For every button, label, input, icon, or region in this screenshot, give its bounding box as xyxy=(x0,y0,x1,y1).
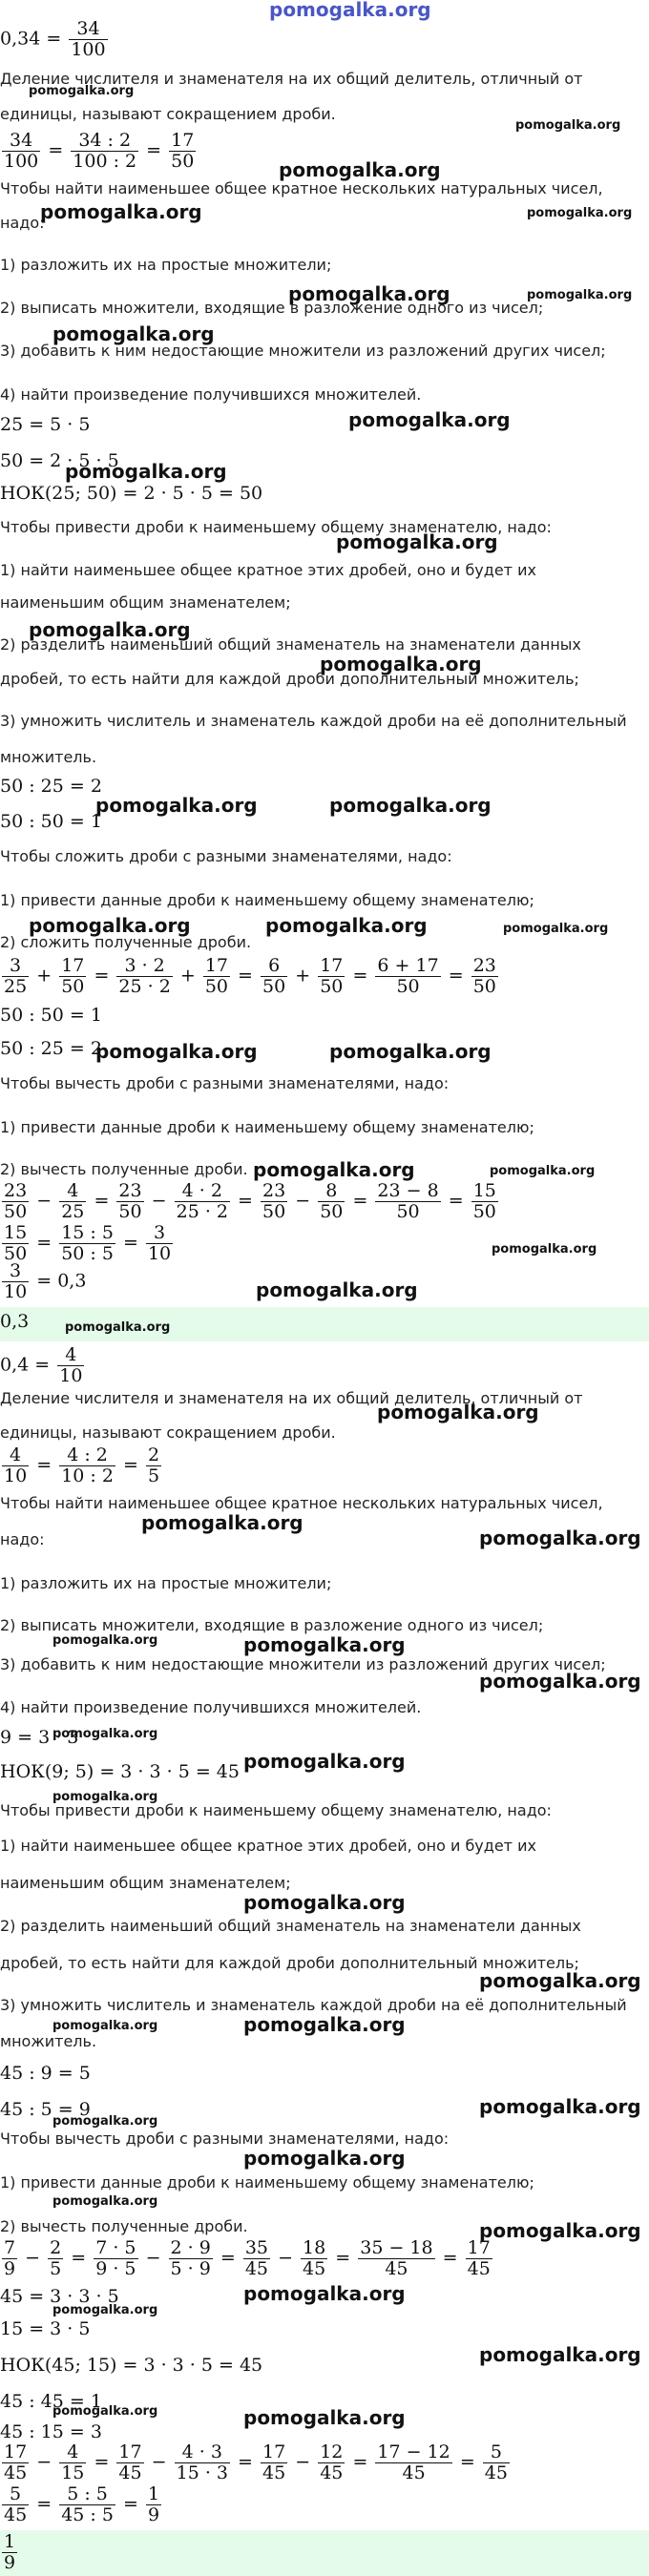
math-line: $\frac{15}{50}$ = $\frac{15 : 5}{50 : 5}$ = $\frac{3}{10}$ xyxy=(4,1222,172,1264)
list-item: 2) выписать множители, входящие в разложение одного из чисел; xyxy=(0,299,544,317)
watermark: pomogalka.org xyxy=(243,2013,406,2036)
list-item: 3) добавить к ним недостающие множители из разложений других чисел; xyxy=(0,342,606,360)
math-line: 50 : 50 = 1 xyxy=(0,811,102,832)
watermark: pomogalka.org xyxy=(95,1040,258,1063)
watermark: pomogalka.org xyxy=(52,2019,158,2033)
watermark: pomogalka.org xyxy=(479,1527,641,1549)
math-line: НОК(25; 50) = 2 · 5 · 5 = 50 xyxy=(0,483,263,504)
watermark: pomogalka.org xyxy=(348,408,511,431)
watermark: pomogalka.org xyxy=(256,1278,418,1301)
paragraph: Чтобы вычесть дроби с разными знаменателями, надо: xyxy=(0,1074,450,1092)
math-line: $\frac{34}{100}$ = $\frac{34 : 2}{100 : 2}$ = $\frac{17}{50}$ xyxy=(4,130,195,172)
paragraph: Деление числителя и знаменателя на их общий делитель, отличный от xyxy=(0,70,583,88)
list-item: 3) умножить числитель и знаменатель каждой дроби на её дополнительный xyxy=(0,1996,627,2014)
watermark: pomogalka.org xyxy=(336,530,498,553)
list-item: 1) привести данные дроби к наименьшему общему знаменателю; xyxy=(0,891,534,909)
math-line: 50 : 25 = 2 xyxy=(0,776,102,797)
math-line: $\frac{3}{25}$ + $\frac{17}{50}$ = $\frac{3 \cdot 2}{25 \cdot 2}$ + $\frac{17}{50}$ = $\frac{6}{50}$ + $\frac{17}{50}$ = $\frac{6 + 17}{50}$ = $\frac{23}{50}$ xyxy=(4,955,496,997)
watermark: pomogalka.org xyxy=(243,2406,406,2429)
watermark: pomogalka.org xyxy=(95,794,258,817)
paragraph: Деление числителя и знаменателя на их общий делитель, отличный от xyxy=(0,1389,583,1407)
math-line: 50 = 2 · 5 · 5 xyxy=(0,450,119,471)
math-line: $\frac{23}{50}$ − $\frac{4}{25}$ = $\frac{23}{50}$ − $\frac{4 \cdot 2}{25 \cdot 2}$ = $\frac{23}{50}$ − $\frac{8}{50}$ = $\frac{23 - 8}{50}$ = $\frac{15}{50}$ xyxy=(4,1180,496,1222)
watermark: pomogalka.org xyxy=(269,0,431,21)
watermark: pomogalka.org xyxy=(52,2114,158,2129)
math-line: $\frac{4}{10}$ = $\frac{4 : 2}{10 : 2}$ = $\frac{2}{5}$ xyxy=(4,1444,160,1486)
math-line: $\frac{17}{45}$ − $\frac{4}{15}$ = $\frac{17}{45}$ − $\frac{4 \cdot 3}{15 \cdot 3}$ = $\frac{17}{45}$ − $\frac{12}{45}$ = $\frac{17 - 12}{45}$ = $\frac{5}{45}$ xyxy=(4,2441,508,2483)
watermark: pomogalka.org xyxy=(243,2282,406,2305)
list-item: 1) найти наименьшее общее кратное этих дробей, оно и будет их xyxy=(0,561,536,579)
answer-value: $\frac{1}{9}$ xyxy=(4,2531,16,2573)
watermark: pomogalka.org xyxy=(527,288,633,302)
watermark: pomogalka.org xyxy=(65,460,227,483)
math-line: 45 : 45 = 1 xyxy=(0,2391,102,2412)
list-item: 2) разделить наименьший общий знаменатель на знаменатели данных xyxy=(0,635,581,654)
paragraph: Чтобы вычесть дроби с разными знаменателями, надо: xyxy=(0,2129,450,2148)
math-line: 25 = 5 · 5 xyxy=(0,414,91,435)
math-line: 45 = 3 · 3 · 5 xyxy=(0,2286,119,2307)
watermark: pomogalka.org xyxy=(52,2303,158,2317)
list-item: 1) разложить их на простые множители; xyxy=(0,1574,332,1592)
watermark: pomogalka.org xyxy=(377,1401,539,1423)
math-line: 0,34 = $\frac{34}{100}$ xyxy=(0,18,106,60)
watermark: pomogalka.org xyxy=(515,118,621,133)
list-item: 3) умножить числитель и знаменатель каждой дроби на её дополнительный xyxy=(0,712,627,730)
watermark: pomogalka.org xyxy=(52,2404,158,2419)
watermark: pomogalka.org xyxy=(279,158,441,181)
watermark: pomogalka.org xyxy=(329,794,492,817)
math-line: 45 : 15 = 3 xyxy=(0,2421,102,2442)
watermark: pomogalka.org xyxy=(52,2194,158,2209)
watermark: pomogalka.org xyxy=(253,1158,415,1181)
math-line: 15 = 3 · 5 xyxy=(0,2318,91,2339)
watermark: pomogalka.org xyxy=(320,653,482,675)
math-line: НОК(9; 5) = 3 · 3 · 5 = 45 xyxy=(0,1761,240,1782)
list-item: наименьшим общим знаменателем; xyxy=(0,1874,291,1892)
watermark: pomogalka.org xyxy=(479,2219,641,2242)
watermark: pomogalka.org xyxy=(479,1969,641,1992)
math-line: $\frac{3}{10}$ = 0,3 xyxy=(4,1260,87,1302)
watermark: pomogalka.org xyxy=(288,282,450,305)
math-line: 45 : 5 = 9 xyxy=(0,2099,91,2120)
watermark: pomogalka.org xyxy=(479,1670,641,1693)
watermark: pomogalka.org xyxy=(52,1790,158,1804)
list-item: дробей, то есть найти для каждой дроби дополнительный множитель; xyxy=(0,670,579,688)
list-item: 2) вычесть полученные дроби. xyxy=(0,1160,248,1178)
watermark: pomogalka.org xyxy=(52,1633,158,1648)
watermark: pomogalka.org xyxy=(29,618,191,641)
paragraph: Чтобы найти наименьшее общее кратное нескольких натуральных чисел, xyxy=(0,179,603,197)
math-line: НОК(45; 15) = 3 · 3 · 5 = 45 xyxy=(0,2355,263,2376)
list-item: 1) привести данные дроби к наименьшему общему знаменателю; xyxy=(0,1118,534,1136)
list-item: 4) найти произведение получившихся множителей. xyxy=(0,385,422,404)
watermark: pomogalka.org xyxy=(243,1633,406,1656)
math-line: 50 : 25 = 2 xyxy=(0,1038,102,1059)
watermark: pomogalka.org xyxy=(141,1511,304,1534)
paragraph: Чтобы найти наименьшее общее кратное нескольких натуральных чисел, xyxy=(0,1494,603,1512)
math-line: $\frac{7}{9}$ − $\frac{2}{5}$ = $\frac{7 \cdot 5}{9 \cdot 5}$ − $\frac{2 \cdot 9}{5 \cdot 9}$ = $\frac{35}{45}$ − $\frac{18}{45}$ = $\frac{35 - 18}{45}$ = $\frac{17}{45}$ xyxy=(4,2237,491,2279)
list-item: 2) сложить полученные дроби. xyxy=(0,933,252,951)
watermark: pomogalka.org xyxy=(479,2343,641,2366)
watermark: pomogalka.org xyxy=(29,84,135,98)
watermark: pomogalka.org xyxy=(52,322,215,345)
watermark: pomogalka.org xyxy=(492,1242,597,1257)
list-item: 2) разделить наименьший общий знаменатель на знаменатели данных xyxy=(0,1917,581,1935)
list-item: множитель. xyxy=(0,2032,97,2050)
list-item: 4) найти произведение получившихся множителей. xyxy=(0,1698,422,1716)
watermark: pomogalka.org xyxy=(52,1727,158,1741)
list-item: дробей, то есть найти для каждой дроби дополнительный множитель; xyxy=(0,1954,579,1972)
watermark: pomogalka.org xyxy=(29,914,191,937)
paragraph: надо: xyxy=(0,214,45,232)
watermark: pomogalka.org xyxy=(65,1320,171,1335)
list-item: множитель. xyxy=(0,748,97,766)
watermark: pomogalka.org xyxy=(40,200,202,223)
math-line: 50 : 50 = 1 xyxy=(0,1005,102,1026)
math-line: 9 = 3 · 3 xyxy=(0,1727,79,1748)
math-line: 0,4 = $\frac{4}{10}$ xyxy=(0,1344,83,1386)
paragraph: единицы, называют сокращением дроби. xyxy=(0,105,336,123)
watermark: pomogalka.org xyxy=(243,1750,406,1773)
paragraph: Чтобы сложить дроби с разными знаменателями, надо: xyxy=(0,847,452,865)
list-item: 2) выписать множители, входящие в разложение одного из чисел; xyxy=(0,1616,544,1634)
list-item: 3) добавить к ним недостающие множители из разложений других чисел; xyxy=(0,1655,606,1673)
list-item: 2) вычесть полученные дроби. xyxy=(0,2217,248,2235)
watermark: pomogalka.org xyxy=(503,922,609,936)
list-item: 1) разложить их на простые множители; xyxy=(0,256,332,274)
watermark: pomogalka.org xyxy=(490,1164,596,1178)
watermark: pomogalka.org xyxy=(527,206,633,220)
watermark: pomogalka.org xyxy=(329,1040,492,1063)
answer-value: 0,3 xyxy=(0,1311,30,1332)
paragraph: Чтобы привести дроби к наименьшему общему знаменателю, надо: xyxy=(0,1801,552,1819)
watermark: pomogalka.org xyxy=(243,1891,406,1914)
math-line: $\frac{5}{45}$ = $\frac{5 : 5}{45 : 5}$ = $\frac{1}{9}$ xyxy=(4,2483,160,2525)
watermark: pomogalka.org xyxy=(243,2147,406,2170)
list-item: наименьшим общим знаменателем; xyxy=(0,593,291,612)
list-item: 1) привести данные дроби к наименьшему общему знаменателю; xyxy=(0,2173,534,2192)
paragraph: Чтобы привести дроби к наименьшему общему знаменателю, надо: xyxy=(0,518,552,536)
paragraph: надо: xyxy=(0,1530,45,1548)
list-item: 1) найти наименьшее общее кратное этих дробей, оно и будет их xyxy=(0,1837,536,1855)
watermark: pomogalka.org xyxy=(265,914,428,937)
math-line: 45 : 9 = 5 xyxy=(0,2063,91,2084)
watermark: pomogalka.org xyxy=(479,2095,641,2118)
paragraph: единицы, называют сокращением дроби. xyxy=(0,1423,336,1442)
